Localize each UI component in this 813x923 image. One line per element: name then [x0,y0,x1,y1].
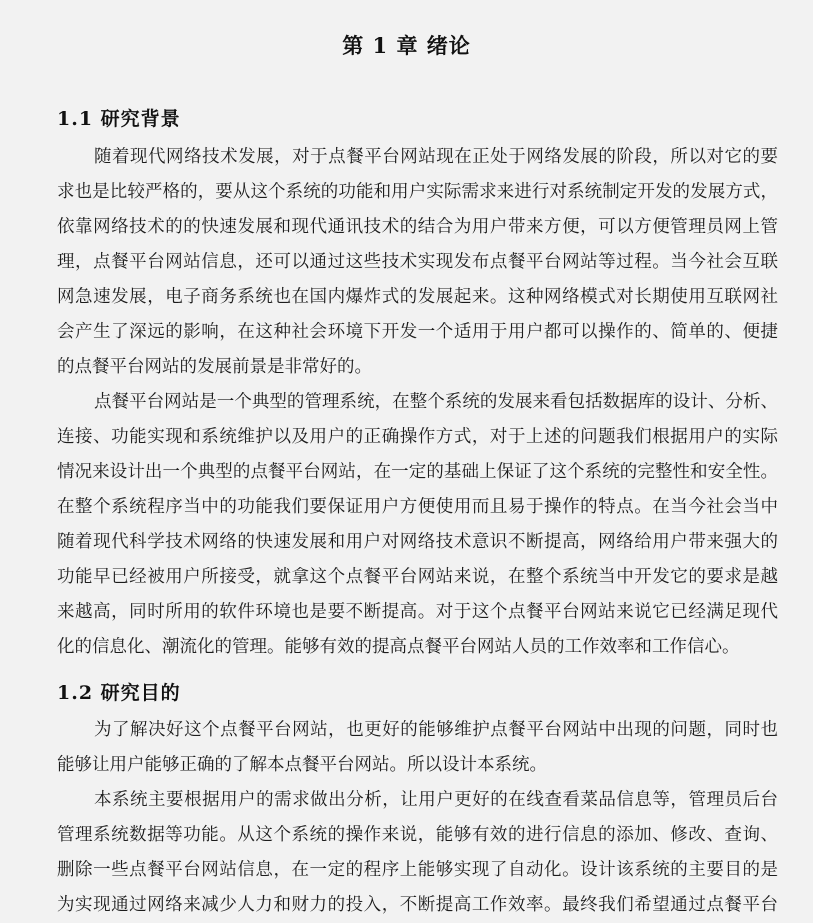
chapter-title: 第 1 章 绪论 [342,33,471,58]
paragraph-line: 连接、功能实现和系统维护以及用户的正确操作方式，对于上述的问题我们根据用户的实际 [57,427,778,447]
paragraph-line: 随着现代网络技术发展，对于点餐平台网站现在正处于网络发展的阶段，所以对它的要 [94,147,778,167]
paragraph-line: 理，点餐平台网站信息，还可以通过这些技术实现发布点餐平台网站等过程。当今社会互联 [57,252,778,272]
paragraph-line: 化的信息化、潮流化的管理。能够有效的提高点餐平台网站人员的工作效率和工作信心。 [57,637,740,657]
paragraph-line: 的点餐平台网站的发展前景是非常好的。 [57,357,372,377]
paragraph-line: 情况来设计出一个典型的点餐平台网站，在一定的基础上保证了这个系统的完整性和安全性。 [57,462,778,482]
section-heading-1-1: 1.1 研究背景 [57,108,181,130]
paragraph-line: 网急速发展，电子商务系统也在国内爆炸式的发展起来。这种网络模式对长期使用互联网社 [57,287,778,307]
paragraph-line: 为实现通过网络来减少人力和财力的投入，不断提高工作效率。最终我们希望通过点餐平台 [57,895,778,915]
paragraph-line: 管理系统数据等功能。从这个系统的操作来说，能够有效的进行信息的添加、修改、查询、 [57,825,778,845]
paragraph-line: 为了解决好这个点餐平台网站，也更好的能够维护点餐平台网站中出现的问题，同时也 [94,720,778,740]
paragraph-line: 求也是比较严格的，要从这个系统的功能和用户实际需求来进行对系统制定开发的发展方式， [57,182,778,202]
paragraph-line: 在整个系统程序当中的功能我们要保证用户方便使用而且易于操作的特点。在当今社会当中 [57,497,778,517]
paragraph-line: 能够让用户能够正确的了解本点餐平台网站。所以设计本系统。 [57,755,547,775]
section-heading-1-2: 1.2 研究目的 [57,682,181,704]
paragraph-line: 本系统主要根据用户的需求做出分析，让用户更好的在线查看菜品信息等，管理员后台 [94,790,778,810]
paragraph-line: 依靠网络技术的的快速发展和现代通讯技术的结合为用户带来方便，可以方便管理员网上管 [57,217,778,237]
paragraph-line: 功能早已经被用户所接受，就拿这个点餐平台网站来说，在整个系统当中开发它的要求是越 [57,567,778,587]
paragraph-line: 点餐平台网站是一个典型的管理系统，在整个系统的发展来看包括数据库的设计、分析、 [94,392,778,412]
paragraph-line: 随着现代科学技术网络的快速发展和用户对网络技术意识不断提高，网络给用户带来强大的 [57,532,778,552]
paragraph-line: 删除一些点餐平台网站信息，在一定的程序上能够实现了自动化。设计该系统的主要目的是 [57,860,778,880]
paragraph-line: 会产生了深远的影响，在这种社会环境下开发一个适用于用户都可以操作的、简单的、便捷 [57,322,778,342]
paragraph-line: 来越高，同时所用的软件环境也是要不断提高。对于这个点餐平台网站来说它已经满足现代 [57,602,778,622]
